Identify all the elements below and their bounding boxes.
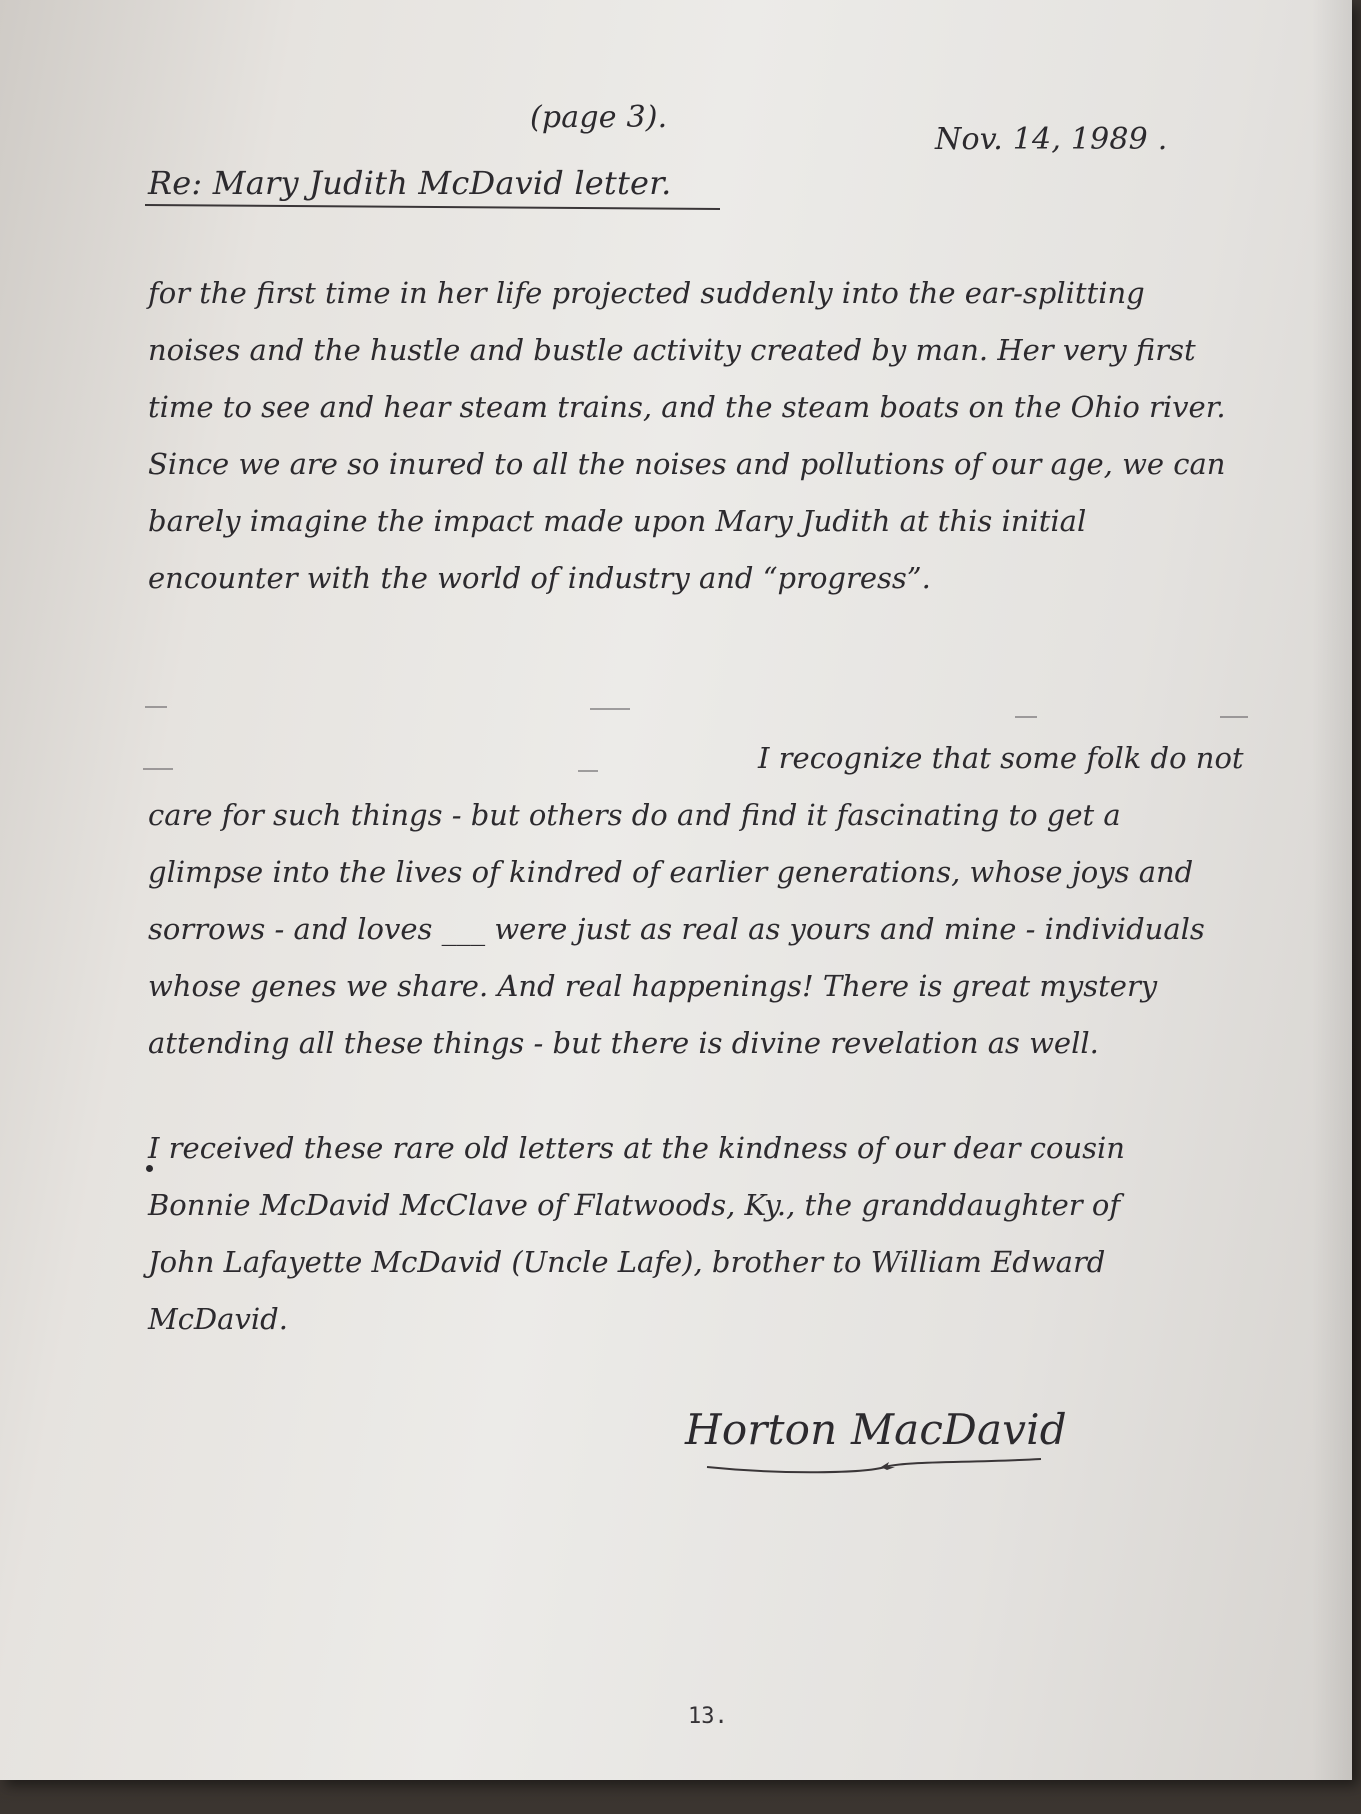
stray-mark	[590, 708, 630, 710]
paragraph-line: Since we are so inured to all the noises and pollutions of our age, we can	[148, 447, 1226, 481]
paragraph-line: attending all these things - but there is divine revelation as well.	[148, 1026, 1099, 1060]
page-number: 13.	[688, 1704, 728, 1729]
paragraph-line: I received these rare old letters at the kindness of our dear cousin	[148, 1131, 1125, 1165]
subject-underline	[145, 204, 720, 210]
page-label: (page 3).	[530, 100, 668, 135]
page-edge-shadow	[1312, 0, 1352, 1780]
paragraph-3	[148, 1120, 1268, 1348]
paragraph-line: sorrows - and loves ___ were just as real as yours and mine - individuals	[148, 912, 1205, 946]
paragraph-line: for the first time in her life projected suddenly into the ear-splitting	[148, 276, 1145, 310]
paragraph-line: Bonnie McDavid McClave of Flatwoods, Ky., the granddaughter of	[148, 1188, 1121, 1222]
paragraph-2	[148, 730, 1268, 1072]
paragraph-line: I recognize that some folk do not	[758, 741, 1244, 775]
stray-mark	[1015, 716, 1037, 718]
paragraph-1	[148, 265, 1268, 607]
subject-line: Re: Mary Judith McDavid letter.	[148, 164, 672, 202]
signature: Horton MacDavid	[685, 1405, 1067, 1454]
paragraph-line: whose genes we share. And real happenings! There is great mystery	[148, 969, 1158, 1003]
paragraph-line: McDavid.	[148, 1302, 288, 1336]
paragraph-line: barely imagine the impact made upon Mary Judith at this initial	[148, 504, 1087, 538]
paragraph-line: encounter with the world of industry and “progress”.	[148, 561, 931, 595]
stray-mark	[145, 706, 167, 708]
paragraph-line: noises and the hustle and bustle activity created by man. Her very first	[148, 333, 1196, 367]
letter-date: Nov. 14, 1989 .	[935, 122, 1168, 157]
paragraph-line: care for such things - but others do and find it fascinating to get a	[148, 798, 1121, 832]
signature-flourish-icon	[705, 1455, 1045, 1479]
paragraph-line: time to see and hear steam trains, and the steam boats on the Ohio river.	[148, 390, 1226, 424]
paragraph-line: glimpse into the lives of kindred of earlier generations, whose joys and	[148, 855, 1194, 889]
stray-mark	[1220, 716, 1248, 718]
paragraph-line: John Lafayette McDavid (Uncle Lafe), brother to William Edward	[148, 1245, 1106, 1279]
